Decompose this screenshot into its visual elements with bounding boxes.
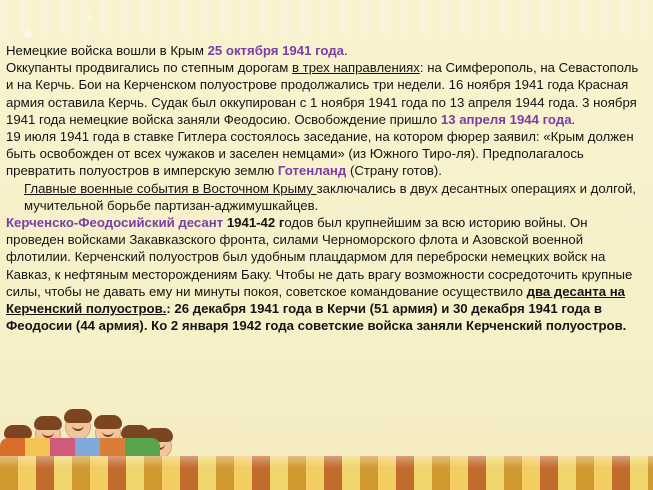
slide-text-block: [6, 42, 644, 334]
p4-text: заключались в двух десантных операциях и долгой, мучительной борьбе партизан-аджимушкайцев.: [24, 180, 636, 213]
p5-text-2: : 26 декабря 1941 года в Керчи (51 армия) и 30 декабря 1941 года в Феодосии (44 армия). Ко 2 января 1942 года советские войска заняли Керченский полуостров.: [6, 301, 627, 334]
top-decorative-stripes: [0, 0, 653, 38]
p3-text-1: 19 июля 1941 года в ставке Гитлера состоялось заседание, на котором фюрер заявил: «Крым должен быть освобожден от всех чужаков и заселен немцами» (из Южного Тиро-ля). Предполагалось превратить полуостров в имперскую землю: [6, 129, 634, 179]
p2-before: Оккупанты продвигались по степным дорогам: [6, 60, 292, 76]
bottom-decorative-border: [0, 456, 653, 490]
p5-title: Керченско-Феодосийский десант: [6, 215, 224, 231]
paragraph-crimea-entry: [6, 42, 644, 59]
paragraph-main-events: [6, 180, 644, 214]
p2-end: .: [571, 111, 576, 127]
p3-text-2: (Страну готов).: [346, 163, 442, 179]
p5-bold-underline: два десанта на Керченский полуостров.: [6, 283, 626, 317]
p1-before: Немецкие войска вошли в Крым: [6, 43, 208, 58]
p5-text-1: одов был крупнейшим за всю историю войны. Он проведен войсками Закавказского фронта, силами Черноморского флота и Азовской военной флотилии. Керченский полуостров был удобным плацдармом для переброски немецких войск на Кавказ, к нефтяным месторождениям Баку. Чтобы не дать врагу возможности сосредоточить крупные силы, чтобы не давать ему ни минуты покоя, советское командование осуществило: [6, 215, 633, 299]
paragraph-hitler-meeting: [6, 128, 644, 180]
p2-date: 13 апреля 1944 года: [440, 111, 572, 127]
p1-date: 25 октября 1941 года: [207, 43, 344, 58]
paragraph-landing: [6, 214, 644, 334]
p2-after: : на Симферополь, на Севастополь и на Керчь. Бои на Керченском полуострове продолжались три недели. 16 ноября 1941 года Красная армия оставила Керчь. Судак был оккупирован с 1 ноября 1941 года по 13 апреля 1944 года. 3 ноября 1941 года немецкие войска заняли Феодосию. Освобождение пришло: [6, 60, 639, 127]
p3-highlight: Готенланд: [277, 163, 347, 179]
p1-after: .: [344, 43, 348, 58]
p2-underline: в трех направлениях: [291, 60, 420, 76]
children-shirts-decoration: [0, 438, 160, 456]
p4-underline: Главные военные события в Восточном Крыму: [24, 180, 317, 196]
paragraph-occupation: [6, 59, 644, 128]
p5-bold: 1941-42 г: [223, 215, 285, 231]
child-face-icon: [65, 414, 91, 440]
